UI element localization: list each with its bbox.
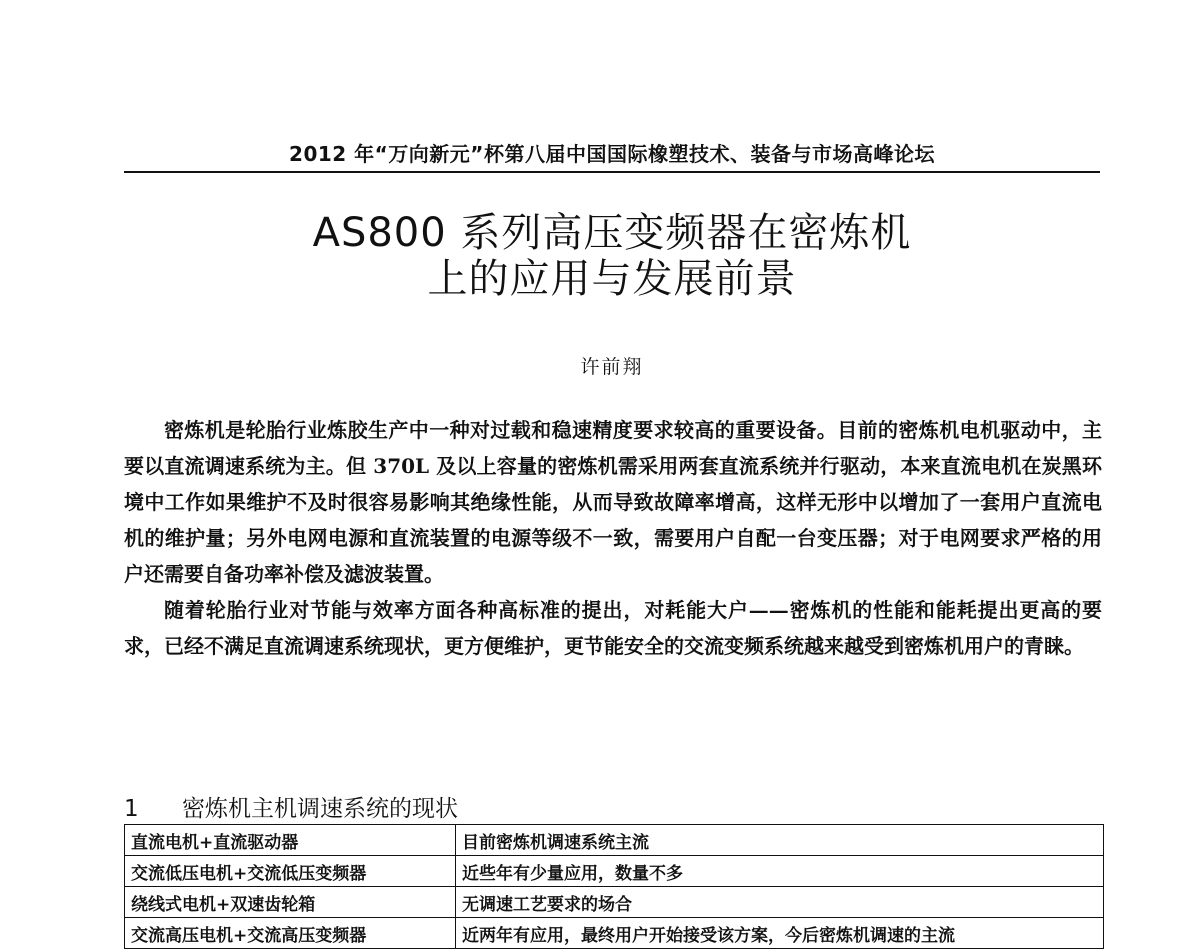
author-name: 许前翔 xyxy=(580,356,644,378)
running-header: 2012 年“万向新元”杯第八届中国国际橡塑技术、装备与市场高峰论坛 xyxy=(289,142,935,166)
section-number: 1 xyxy=(124,796,139,822)
paragraph-2: 随着轮胎行业对节能与效率方面各种高标准的提出，对耗能大户——密炼机的性能和能耗提出更高的要求，已经不满足直流调速系统现状，更方便维护，更节能安全的交流变频系统越来越受到密炼机用户的青睐。 xyxy=(124,598,1102,658)
paper-title xyxy=(124,210,1100,302)
header-rule xyxy=(124,171,1100,173)
table-cell-system: 绕线式电机+双速齿轮箱 xyxy=(125,887,456,918)
table-cell-status: 无调速工艺要求的场合 xyxy=(456,887,1104,918)
table-cell-status: 近些年有少量应用，数量不多 xyxy=(456,856,1104,887)
paper-title-line-2: 上的应用与发展前景 xyxy=(427,256,797,302)
table-cell-system: 交流高压电机+交流高压变频器 xyxy=(125,918,456,949)
section-title: 密炼机主机调速系统的现状 xyxy=(182,796,458,822)
speed-control-status-table xyxy=(124,824,1104,949)
paper-title-line-1: AS800 系列高压变频器在密炼机 xyxy=(312,210,912,256)
table-row xyxy=(125,856,1104,887)
table-cell-system: 直流电机+直流驱动器 xyxy=(125,825,456,856)
table-cell-status: 近两年有应用，最终用户开始接受该方案，今后密炼机调速的主流 xyxy=(456,918,1104,949)
table-row xyxy=(125,887,1104,918)
paragraph-1: 密炼机是轮胎行业炼胶生产中一种对过载和稳速精度要求较高的重要设备。目前的密炼机电机驱动中，主要以直流调速系统为主。但 370L 及以上容量的密炼机需采用两套直流系统并行驱动，本来直流电机在炭黑环境中工作如果维护不及时很容易影响其绝缘性能，从而导致故障率增高，这样无形中以增加了一套用户直流电机的维护量；另外电网电源和直流装置的电源等级不一致，需要用户自配一台变压器；对于电网要求严格的用户还需要自备功率补偿及滤波装置。 xyxy=(124,418,1102,586)
body-text xyxy=(124,412,1102,664)
table-cell-system: 交流低压电机+交流低压变频器 xyxy=(125,856,456,887)
table-row xyxy=(125,825,1104,856)
section-heading xyxy=(124,790,458,823)
table-row xyxy=(125,918,1104,949)
table-cell-status: 目前密炼机调速系统主流 xyxy=(456,825,1104,856)
